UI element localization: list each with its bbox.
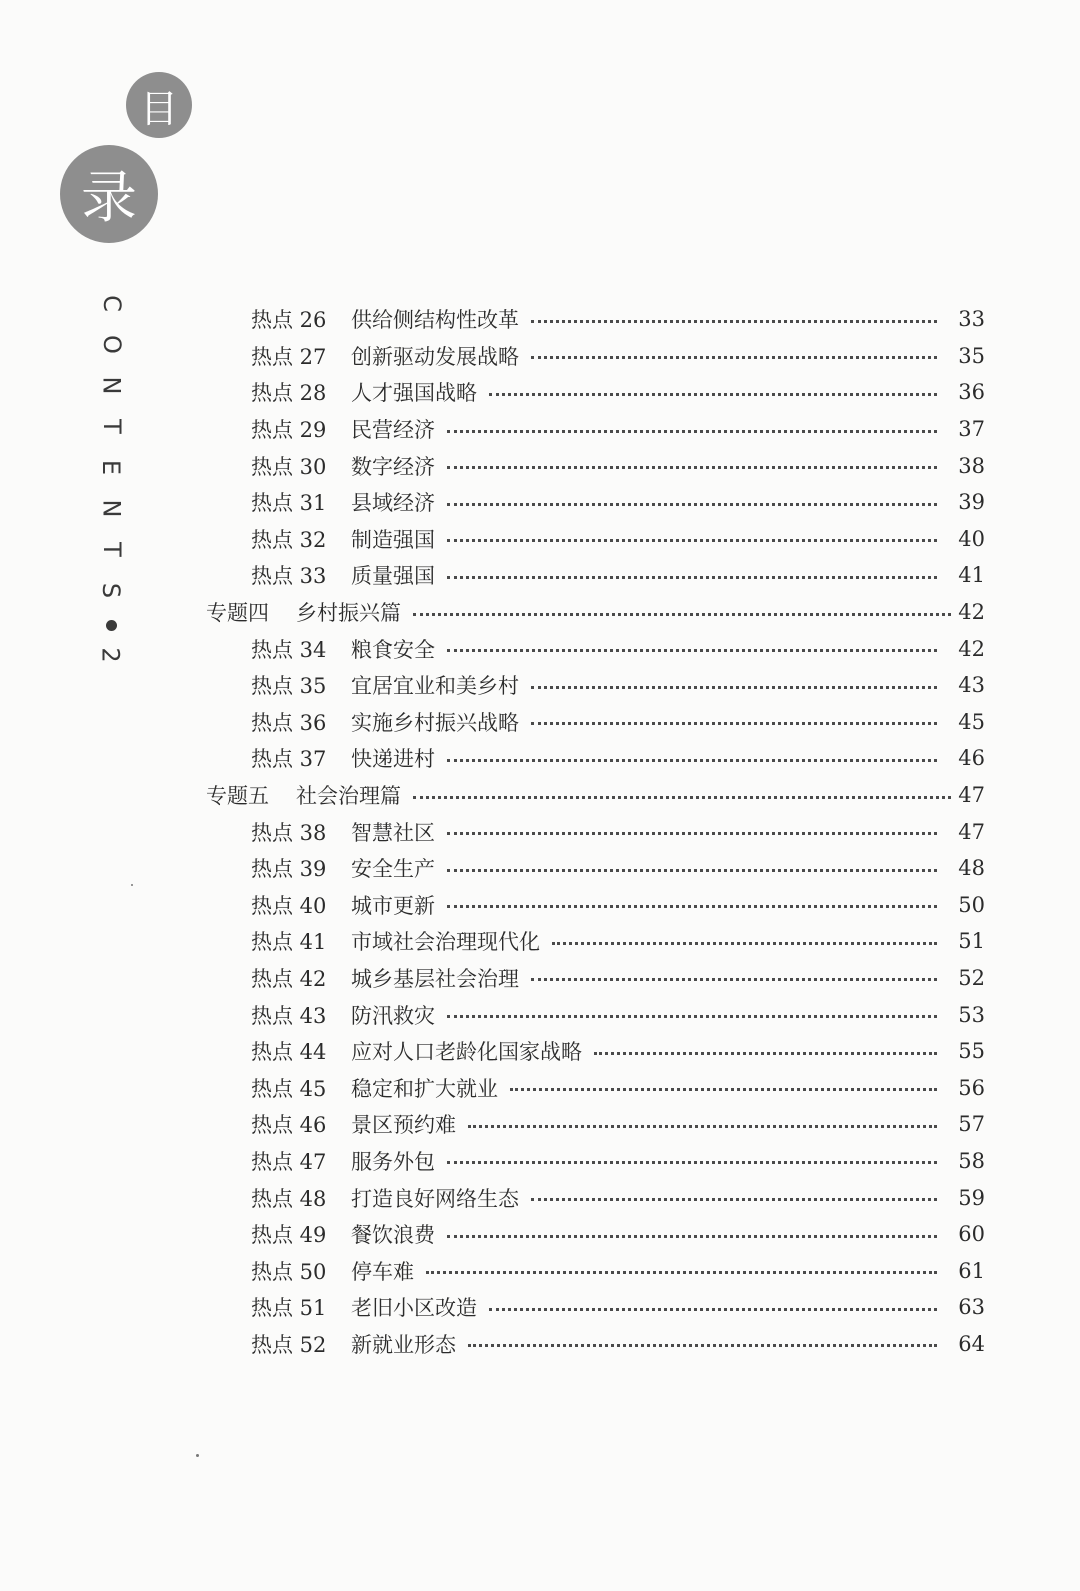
entry-number: 热点 30 bbox=[251, 454, 327, 479]
entry-number: 热点 38 bbox=[251, 820, 327, 845]
toc-hot-entry[interactable] bbox=[0, 447, 1080, 484]
entry-number: 热点 50 bbox=[251, 1259, 327, 1284]
entry-title: 粮食安全 bbox=[351, 637, 435, 662]
entry-page-number: 43 bbox=[958, 673, 985, 698]
entry-title: 停车难 bbox=[351, 1259, 414, 1284]
entry-title: 新就业形态 bbox=[351, 1332, 456, 1357]
entry-title: 智慧社区 bbox=[351, 820, 435, 845]
toc-hot-entry[interactable] bbox=[0, 1143, 1080, 1180]
entry-page-number: 58 bbox=[958, 1148, 985, 1173]
toc-hot-entry[interactable] bbox=[0, 1252, 1080, 1289]
dot-leader bbox=[447, 1015, 937, 1018]
entry-title: 社会治理篇 bbox=[296, 784, 401, 809]
entry-page-number: 45 bbox=[958, 709, 985, 734]
lu-character: 录 bbox=[81, 166, 137, 231]
entry-page-number: 63 bbox=[958, 1295, 985, 1320]
entry-number: 专题四 bbox=[206, 601, 269, 626]
dot-leader bbox=[447, 466, 937, 469]
contents-letter: N bbox=[97, 376, 126, 395]
dot-leader bbox=[531, 320, 937, 323]
entry-number: 专题五 bbox=[206, 784, 269, 809]
entry-title: 应对人口老龄化国家战略 bbox=[351, 1040, 582, 1065]
entry-page-number: 36 bbox=[958, 380, 985, 405]
entry-title: 质量强国 bbox=[351, 564, 435, 589]
mu-character: 目 bbox=[139, 86, 178, 131]
entry-title: 城乡基层社会治理 bbox=[351, 966, 519, 991]
dot-leader bbox=[413, 613, 951, 616]
entry-number: 热点 43 bbox=[251, 1003, 327, 1028]
toc-hot-entry[interactable] bbox=[0, 1289, 1080, 1326]
entry-number: 热点 49 bbox=[251, 1223, 327, 1248]
entry-title: 打造良好网络生态 bbox=[351, 1186, 519, 1211]
entry-page-number: 55 bbox=[958, 1039, 985, 1064]
toc-hot-entry[interactable] bbox=[0, 813, 1080, 850]
dot-leader bbox=[531, 356, 937, 359]
entry-page-number: 37 bbox=[958, 417, 985, 442]
mu-circle-badge bbox=[126, 72, 192, 138]
entry-title: 乡村振兴篇 bbox=[296, 601, 401, 626]
entry-title: 制造强国 bbox=[351, 527, 435, 552]
contents-letter: S bbox=[97, 582, 126, 599]
toc-hot-entry[interactable] bbox=[0, 630, 1080, 667]
entry-page-number: 51 bbox=[958, 929, 985, 954]
entry-title: 宜居宜业和美乡村 bbox=[351, 674, 519, 699]
entry-title: 城市更新 bbox=[351, 893, 435, 918]
toc-hot-entry[interactable] bbox=[0, 887, 1080, 924]
entry-number: 热点 29 bbox=[251, 418, 327, 443]
entry-title: 创新驱动发展战略 bbox=[351, 344, 519, 369]
entry-number: 热点 52 bbox=[251, 1332, 327, 1357]
entry-page-number: 42 bbox=[958, 600, 985, 625]
entry-page-number: 57 bbox=[958, 1112, 985, 1137]
toc-hot-entry[interactable] bbox=[0, 1069, 1080, 1106]
entry-number: 热点 46 bbox=[251, 1113, 327, 1138]
dot-leader bbox=[489, 393, 937, 396]
dot-leader bbox=[447, 832, 937, 835]
dot-leader bbox=[552, 942, 937, 945]
toc-hot-entry[interactable] bbox=[0, 850, 1080, 887]
entry-page-number: 47 bbox=[958, 783, 985, 808]
toc-hot-entry[interactable] bbox=[0, 301, 1080, 338]
entry-page-number: 48 bbox=[958, 856, 985, 881]
dot-leader bbox=[468, 1344, 937, 1347]
entry-page-number: 39 bbox=[958, 490, 985, 515]
entry-number: 热点 40 bbox=[251, 893, 327, 918]
scan-speck bbox=[196, 1454, 199, 1457]
dot-leader bbox=[447, 649, 937, 652]
entry-title: 快递进村 bbox=[351, 747, 435, 772]
dot-leader bbox=[531, 722, 937, 725]
entry-title: 数字经济 bbox=[351, 454, 435, 479]
toc-hot-entry[interactable] bbox=[0, 1326, 1080, 1363]
entry-number: 热点 48 bbox=[251, 1186, 327, 1211]
entry-page-number: 61 bbox=[958, 1258, 985, 1283]
entry-number: 热点 33 bbox=[251, 564, 327, 589]
toc-hot-entry[interactable] bbox=[0, 1179, 1080, 1216]
entry-page-number: 41 bbox=[958, 563, 985, 588]
dot-leader bbox=[447, 1235, 937, 1238]
contents-letter: N bbox=[97, 499, 126, 518]
entry-page-number: 40 bbox=[958, 526, 985, 551]
entry-page-number: 42 bbox=[958, 636, 985, 661]
entry-number: 热点 51 bbox=[251, 1296, 327, 1321]
entry-page-number: 38 bbox=[958, 453, 985, 478]
entry-title: 实施乡村振兴战略 bbox=[351, 710, 519, 735]
dot-leader bbox=[426, 1271, 937, 1274]
contents-letter: C bbox=[97, 295, 126, 312]
dot-leader bbox=[447, 1161, 937, 1164]
dot-leader bbox=[531, 978, 937, 981]
entry-page-number: 50 bbox=[958, 892, 985, 917]
entry-page-number: 56 bbox=[958, 1075, 985, 1100]
entry-number: 热点 47 bbox=[251, 1149, 327, 1174]
entry-number: 热点 37 bbox=[251, 747, 327, 772]
dot-leader bbox=[447, 576, 937, 579]
table-of-contents bbox=[0, 301, 1080, 1362]
scan-speck bbox=[131, 884, 133, 886]
entry-page-number: 35 bbox=[958, 343, 985, 368]
entry-number: 热点 39 bbox=[251, 857, 327, 882]
dot-leader bbox=[594, 1052, 937, 1055]
entry-number: 热点 34 bbox=[251, 637, 327, 662]
entry-number: 热点 45 bbox=[251, 1076, 327, 1101]
entry-number: 热点 44 bbox=[251, 1040, 327, 1065]
toc-hot-entry[interactable] bbox=[0, 484, 1080, 521]
entry-page-number: 52 bbox=[958, 965, 985, 990]
toc-hot-entry[interactable] bbox=[0, 411, 1080, 448]
entry-number: 热点 27 bbox=[251, 344, 327, 369]
toc-hot-entry[interactable] bbox=[0, 960, 1080, 997]
entry-number: 热点 36 bbox=[251, 710, 327, 735]
entry-number: 热点 31 bbox=[251, 491, 327, 516]
entry-page-number: 33 bbox=[958, 307, 985, 332]
toc-topic-entry[interactable] bbox=[0, 777, 1080, 814]
dot-leader bbox=[447, 759, 937, 762]
entry-page-number: 47 bbox=[958, 819, 985, 844]
toc-hot-entry[interactable] bbox=[0, 338, 1080, 375]
toc-hot-entry[interactable] bbox=[0, 667, 1080, 704]
entry-number: 热点 41 bbox=[251, 930, 327, 955]
entry-title: 供给侧结构性改革 bbox=[351, 308, 519, 333]
entry-title: 老旧小区改造 bbox=[351, 1296, 477, 1321]
entry-page-number: 46 bbox=[958, 746, 985, 771]
entry-title: 民营经济 bbox=[351, 418, 435, 443]
toc-hot-entry[interactable] bbox=[0, 521, 1080, 558]
dot-leader bbox=[447, 869, 937, 872]
entry-title: 景区预约难 bbox=[351, 1113, 456, 1138]
page-number: 2 bbox=[97, 647, 125, 663]
toc-hot-entry[interactable] bbox=[0, 996, 1080, 1033]
toc-hot-entry[interactable] bbox=[0, 740, 1080, 777]
entry-number: 热点 42 bbox=[251, 966, 327, 991]
entry-title: 县域经济 bbox=[351, 491, 435, 516]
toc-hot-entry[interactable] bbox=[0, 923, 1080, 960]
entry-title: 市域社会治理现代化 bbox=[351, 930, 540, 955]
entry-number: 热点 26 bbox=[251, 308, 327, 333]
entry-number: 热点 32 bbox=[251, 527, 327, 552]
entry-title: 人才强国战略 bbox=[351, 381, 477, 406]
entry-number: 热点 28 bbox=[251, 381, 327, 406]
contents-letter: T bbox=[97, 419, 126, 434]
entry-page-number: 64 bbox=[958, 1331, 985, 1356]
toc-hot-entry[interactable] bbox=[0, 1106, 1080, 1143]
dot-leader bbox=[447, 430, 937, 433]
contents-letter: O bbox=[97, 335, 126, 354]
entry-title: 防汛救灾 bbox=[351, 1003, 435, 1028]
dot-leader bbox=[489, 1308, 937, 1311]
entry-page-number: 60 bbox=[958, 1222, 985, 1247]
entry-page-number: 53 bbox=[958, 1002, 985, 1027]
dot-leader bbox=[468, 1125, 937, 1128]
contents-letter: E bbox=[97, 459, 126, 476]
toc-hot-entry[interactable] bbox=[0, 374, 1080, 411]
dot-leader bbox=[510, 1088, 937, 1091]
entry-title: 安全生产 bbox=[351, 857, 435, 882]
entry-number: 热点 35 bbox=[251, 674, 327, 699]
dot-leader bbox=[447, 905, 937, 908]
entry-title: 服务外包 bbox=[351, 1149, 435, 1174]
dot-leader bbox=[447, 503, 937, 506]
toc-hot-entry[interactable] bbox=[0, 1033, 1080, 1070]
contents-letter: T bbox=[97, 542, 126, 557]
toc-topic-entry[interactable] bbox=[0, 594, 1080, 631]
dot-leader bbox=[447, 539, 937, 542]
dot-leader bbox=[413, 796, 951, 799]
entry-title: 稳定和扩大就业 bbox=[351, 1076, 498, 1101]
entry-page-number: 59 bbox=[958, 1185, 985, 1210]
toc-hot-entry[interactable] bbox=[0, 557, 1080, 594]
lu-circle-badge bbox=[60, 145, 158, 243]
entry-title: 餐饮浪费 bbox=[351, 1223, 435, 1248]
toc-hot-entry[interactable] bbox=[0, 704, 1080, 741]
toc-hot-entry[interactable] bbox=[0, 1216, 1080, 1253]
dot-leader bbox=[531, 686, 937, 689]
dot-leader bbox=[531, 1198, 937, 1201]
